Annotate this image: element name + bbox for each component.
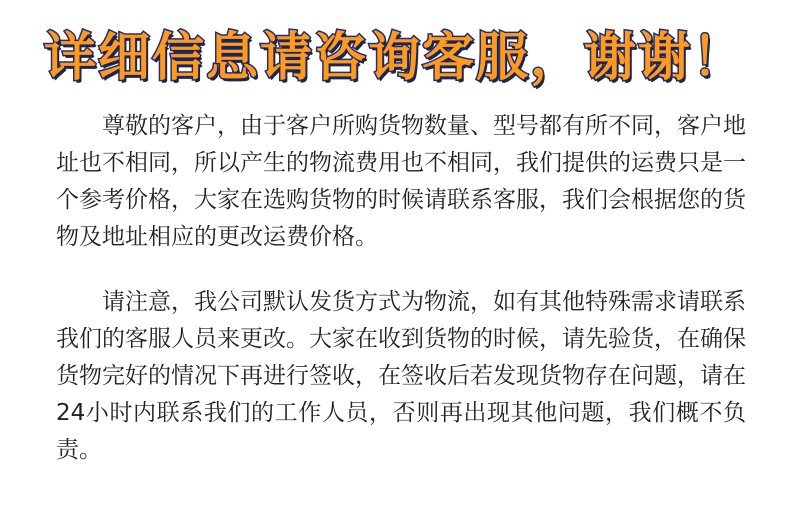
headline: 详细信息请咨询客服，谢谢！ — [43, 28, 746, 88]
shipping-fee-paragraph: 尊敬的客户，由于客户所购货物数量、型号都有所不同，客户地址也不相同，所以产生的物流费用也不相同，我们提供的运费只是一个参考价格，大家在选购货物的时候请联系客服，我们会根据您的货物及地址相应的更改运费价格。 — [56, 113, 746, 250]
delivery-notice-paragraph: 请注意，我公司默认发货方式为物流，如有其他特殊需求请联系我们的客服人员来更改。大家在收到货物的时候，请先验货，在确保货物完好的情况下再进行签收，在签收后若发现货物存在问题，请在24小时内联系我们的工作人员，否则再出现其他问题，我们概不负责。 — [56, 289, 746, 463]
